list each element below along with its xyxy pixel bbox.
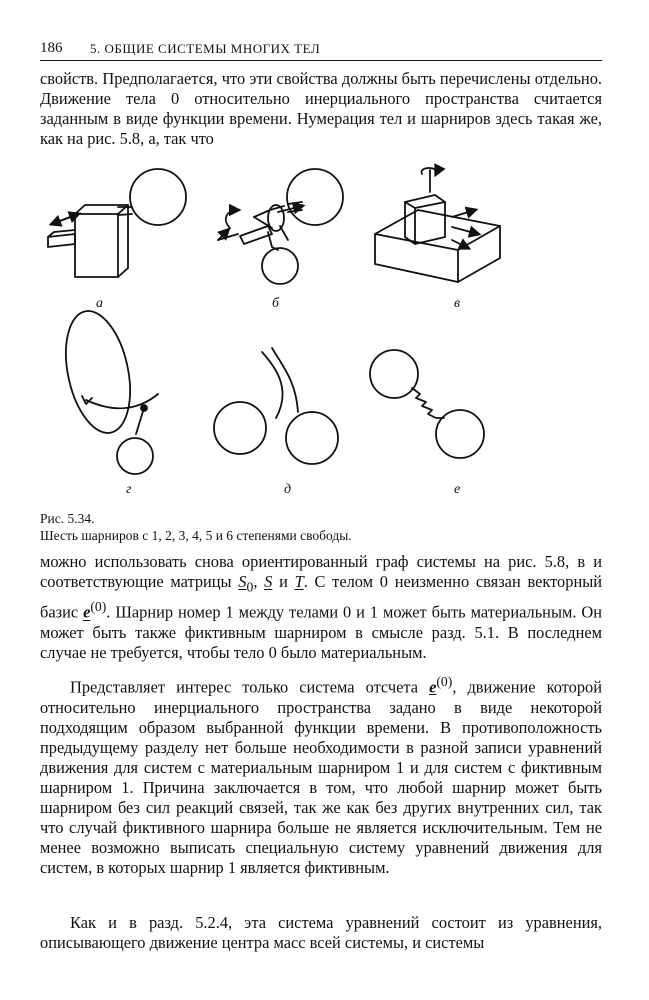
joint-v-drawing <box>375 168 500 282</box>
caption-text: Шесть шарниров с 1, 2, 3, 4, 5 и 6 степенями свободы. <box>40 528 352 543</box>
joint-a-drawing <box>48 169 186 277</box>
label-g: г <box>126 482 132 497</box>
caption-title: Рис. 5.34. <box>40 511 95 526</box>
basis-e0: e <box>83 602 91 622</box>
label-a: а <box>96 296 103 311</box>
page-number: 186 <box>40 40 63 56</box>
p2-and: и <box>272 572 295 592</box>
paragraph-4: Как и в разд. 5.2.4, эта система уравнений состоит из уравнения, описывающего движение центра масс всей системы, и системы <box>40 913 602 953</box>
paragraph-3 <box>40 672 602 878</box>
frame-e0-superscript: (0) <box>436 674 453 689</box>
label-e: е <box>454 482 461 497</box>
label-v: в <box>454 296 461 311</box>
p2-text-a: можно использовать снова ориентированный граф системы на рис. 5.8, в и соответствующие матрицы <box>40 552 602 592</box>
joint-e-drawing <box>370 350 484 458</box>
matrix-s: S <box>264 572 273 592</box>
matrix-s0: S <box>238 572 247 592</box>
joint-b-drawing <box>218 169 343 284</box>
p2-text-c: . Шарнир номер 1 между телами 0 и 1 может быть материальным. Он может быть также фиктивным шарниром в смысле разд. 5.1. В последнем случае не требуется, чтобы тело 0 было материальным. <box>40 602 602 663</box>
frame-e0: e <box>429 677 437 697</box>
running-header <box>40 38 602 61</box>
figure-drawing <box>40 162 602 510</box>
running-title: 5. ОБЩИЕ СИСТЕМЫ МНОГИХ ТЕЛ <box>90 41 321 56</box>
label-d: д <box>284 482 292 497</box>
joint-g-drawing <box>56 305 158 474</box>
p3-text-b: , движение которой относительно инерциального пространства задано в виде некоторой подходящим образом выбранной функции времени. В противоположность предыдущему разделу нет больше необходимости в разной записи уравнений движения для систем с материальным шарниром 1 и для систем с фиктивным шарниром 1. Причина заключается в том, что любой шарнир может быть шарниром без сил реакций связей, так же как без других внутренних сил, так что случай фиктивного шарнира больше не является исключительным. Тем не менее возможно выписать специальную систему уравнений движения для систем, в которых шарнир 1 является фиктивным. <box>40 677 602 878</box>
label-b: б <box>272 296 280 311</box>
basis-e0-superscript: (0) <box>90 599 107 615</box>
paragraph-1: свойств. Предполагается, что эти свойства должны быть перечислены отдельно. Движение тела 0 относительно инерциального пространства считается заданным в виде функции времени. Нумерация тел и шарниров здесь такая же, как на рис. 5.8, а, так что <box>40 69 602 149</box>
matrix-s0-subscript: 0 <box>246 579 254 595</box>
figure-joints <box>40 162 602 510</box>
paragraph-2 <box>40 552 602 663</box>
p2-separator: , <box>253 572 265 592</box>
p3-text-a: Представляет интерес только система отсчета <box>70 677 430 697</box>
matrix-t: T <box>294 572 304 592</box>
joint-d-drawing <box>214 348 338 464</box>
figure-caption <box>40 510 602 544</box>
p2-text-b: . С телом 0 неизменно связан векторный базис <box>40 572 602 622</box>
